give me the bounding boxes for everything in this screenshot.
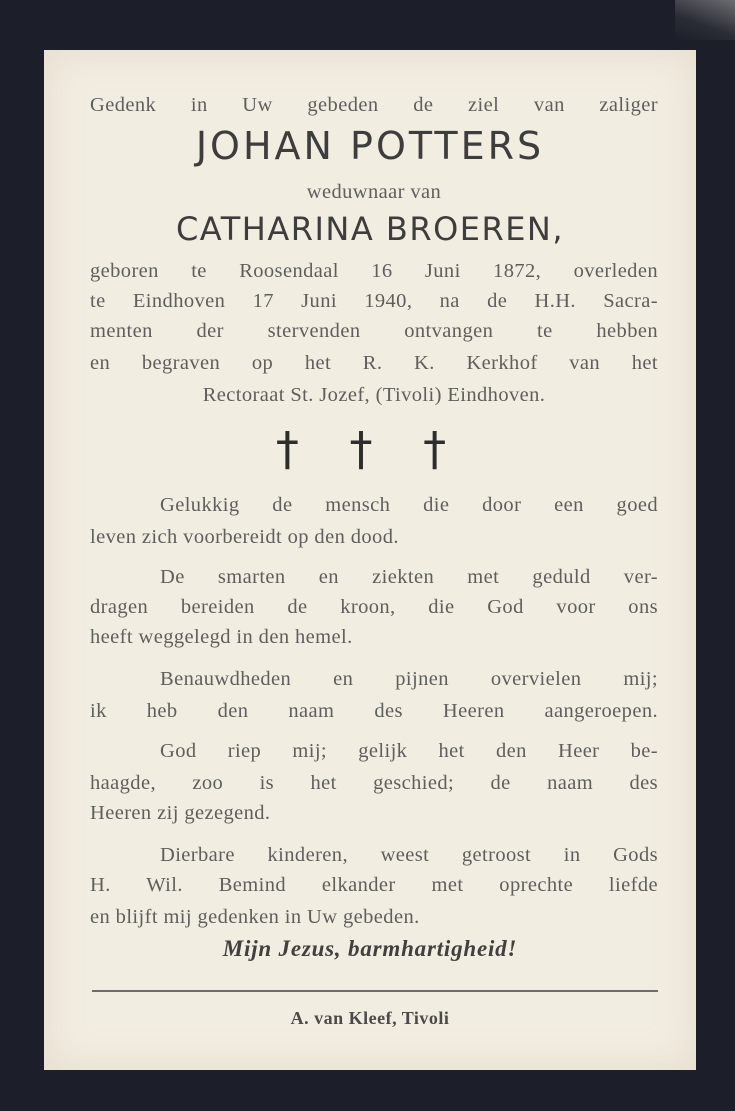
memorial-card xyxy=(44,50,696,1070)
verse-line: en blijft mij gedenken in Uw gebeden. xyxy=(90,906,420,928)
bio-line: menten der stervenden ontvangen te hebben xyxy=(90,320,658,342)
bio-line: geboren te Roosendaal 16 Juni 1872, overleden xyxy=(90,260,658,282)
verse-line: De smarten en ziekten met geduld ver- xyxy=(160,566,658,588)
verse-line: heeft weggelegd in den hemel. xyxy=(90,626,353,648)
verse-line: Dierbare kinderen, weest getroost in Gods xyxy=(160,844,658,866)
verse-line: Benauwdheden en pijnen overvielen mij; xyxy=(160,668,658,690)
bio-line: Rectoraat St. Jozef, (Tivoli) Eindhoven. xyxy=(202,384,546,406)
verse-line: dragen bereiden de kroon, die God voor ons xyxy=(90,596,658,618)
spouse-name: CATHARINA BROEREN, xyxy=(175,210,565,248)
prayer-motto: Mijn Jezus, barmhartigheid! xyxy=(222,936,518,961)
intro-line: Gedenk in Uw gebeden de ziel van zaliger xyxy=(90,94,658,116)
verse-line: Gelukkig de mensch die door een goed xyxy=(160,494,658,516)
verse-line: God riep mij; gelijk het den Heer be- xyxy=(160,740,658,762)
three-crosses-icon: † † † xyxy=(275,422,465,476)
bio-line: te Eindhoven 17 Juni 1940, na de H.H. Sacra- xyxy=(90,290,658,312)
deceased-name: JOHAN POTTERS xyxy=(195,124,545,168)
verse-line: ik heb den naam des Heeren aangeroepen. xyxy=(90,700,658,722)
divider xyxy=(92,990,658,992)
relation-line: weduwnaar van xyxy=(306,181,442,203)
bio-line: en begraven op het R. K. Kerkhof van het xyxy=(90,352,658,374)
verse-line: leven zich voorbereidt op den dood. xyxy=(90,526,399,548)
verse-line: H. Wil. Bemind elkander met oprechte liefde xyxy=(90,874,658,896)
verse-line: Heeren zij gezegend. xyxy=(90,802,271,824)
printer-credit: A. van Kleef, Tivoli xyxy=(290,1008,450,1028)
verse-line: haagde, zoo is het geschied; de naam des xyxy=(90,772,658,794)
